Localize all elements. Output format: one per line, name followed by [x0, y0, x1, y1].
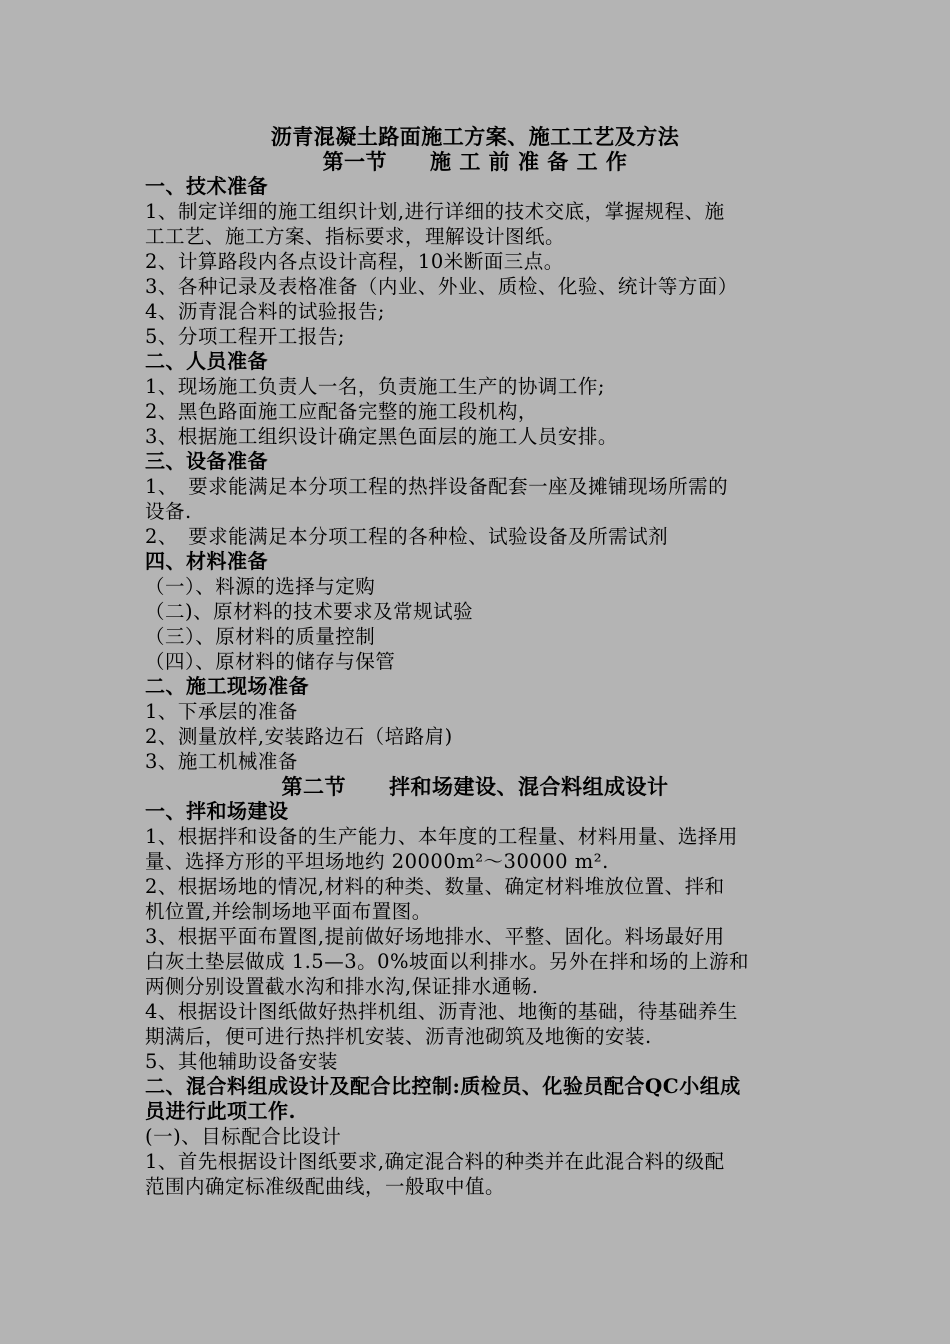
paragraph-line: 2、黑色路面施工应配备完整的施工段机构， — [145, 400, 538, 423]
paragraph-line: 2、 要求能满足本分项工程的各种检、试验设备及所需试剂 — [145, 525, 669, 548]
paragraph-line: 设备. — [145, 500, 192, 523]
paragraph-line: （一）、料源的选择与定购 — [145, 575, 376, 598]
paragraph-line: 3、施工机械准备 — [145, 750, 298, 773]
paragraph-line: 机位置,并绘制场地平面布置图。 — [145, 900, 432, 923]
paragraph-line: 3、各种记录及表格准备（内业、外业、质检、化验、统计等方面） — [145, 275, 738, 298]
paragraph-line: 工工艺、施工方案、指标要求，理解设计图纸。 — [145, 225, 566, 248]
heading-equipment-prep: 三、设备准备 — [145, 449, 268, 473]
paragraph-line: （四）、原材料的储存与保管 — [145, 650, 396, 673]
paragraph-line: 5、其他辅助设备安装 — [145, 1050, 338, 1073]
document-title: 沥青混凝土路面施工方案、施工工艺及方法 — [270, 124, 680, 149]
paragraph-line: 2、测量放样,安装路边石（培路肩) — [145, 725, 453, 748]
paragraph-line: 1、首先根据设计图纸要求,确定混合料的种类并在此混合料的级配 — [145, 1150, 725, 1173]
paragraph-line: 1、根据拌和设备的生产能力、本年度的工程量、材料用量、选择用 — [145, 825, 738, 848]
heading-staff-prep: 二、人员准备 — [145, 349, 268, 373]
paragraph-line: 1、现场施工负责人一名，负责施工生产的协调工作; — [145, 375, 605, 398]
paragraph-line: 范围内确定标准级配曲线，一般取中值。 — [145, 1175, 506, 1198]
paragraph-line: 1、下承层的准备 — [145, 700, 298, 723]
heading-material-prep: 四、材料准备 — [145, 549, 268, 573]
paragraph-line: 3、根据平面布置图,提前做好场地排水、平整、固化。料场最好用 — [145, 925, 725, 948]
paragraph-line: 1、制定详细的施工组织计划,进行详细的技术交底，掌握规程、施 — [145, 200, 725, 223]
paragraph-line: 2、计算路段内各点设计高程，10米断面三点。 — [145, 250, 564, 273]
paragraph-line: （三）、原材料的质量控制 — [145, 625, 376, 648]
paragraph-line: 1、 要求能满足本分项工程的热拌设备配套一座及摊铺现场所需的 — [145, 475, 729, 498]
paragraph-line: 3、根据施工组织设计确定黑色面层的施工人员安排。 — [145, 425, 618, 448]
heading-mix-design-cont: 员进行此项工作. — [145, 1099, 296, 1123]
paragraph-line: 4、沥青混合料的试验报告; — [145, 300, 385, 323]
paragraph-line: 量、选择方形的平坦场地约 20000m²～30000 m². — [145, 850, 609, 873]
paragraph-line: 期满后，便可进行热拌机安装、沥青池砌筑及地衡的安装. — [145, 1025, 652, 1048]
paragraph-line: 2、根据场地的情况,材料的种类、数量、确定材料堆放位置、拌和 — [145, 875, 725, 898]
heading-technical-prep: 一、技术准备 — [145, 174, 268, 198]
paragraph-line: 5、分项工程开工报告; — [145, 325, 345, 348]
paragraph-line: 白灰土垫层做成 1.5—3。0%坡面以利排水。另外在拌和场的上游和 — [145, 950, 750, 973]
paragraph-line: （二)、原材料的技术要求及常规试验 — [145, 600, 474, 623]
subheading-target-mix: (一)、目标配合比设计 — [145, 1125, 342, 1148]
section-2-title: 第二节 拌和场建设、混合料组成设计 — [281, 774, 669, 799]
heading-mix-design: 二、混合料组成设计及配合比控制:质检员、化验员配合QC小组成 — [145, 1074, 741, 1098]
heading-plant-construction: 一、拌和场建设 — [145, 799, 289, 823]
heading-site-prep: 二、施工现场准备 — [145, 674, 309, 698]
paragraph-line: 4、根据设计图纸做好热拌机组、沥青池、地衡的基础，待基础养生 — [145, 1000, 738, 1023]
section-1-title: 第一节 施 工 前 准 备 工 作 — [322, 149, 628, 174]
paragraph-line: 两侧分别设置截水沟和排水沟,保证排水通畅. — [145, 975, 539, 998]
